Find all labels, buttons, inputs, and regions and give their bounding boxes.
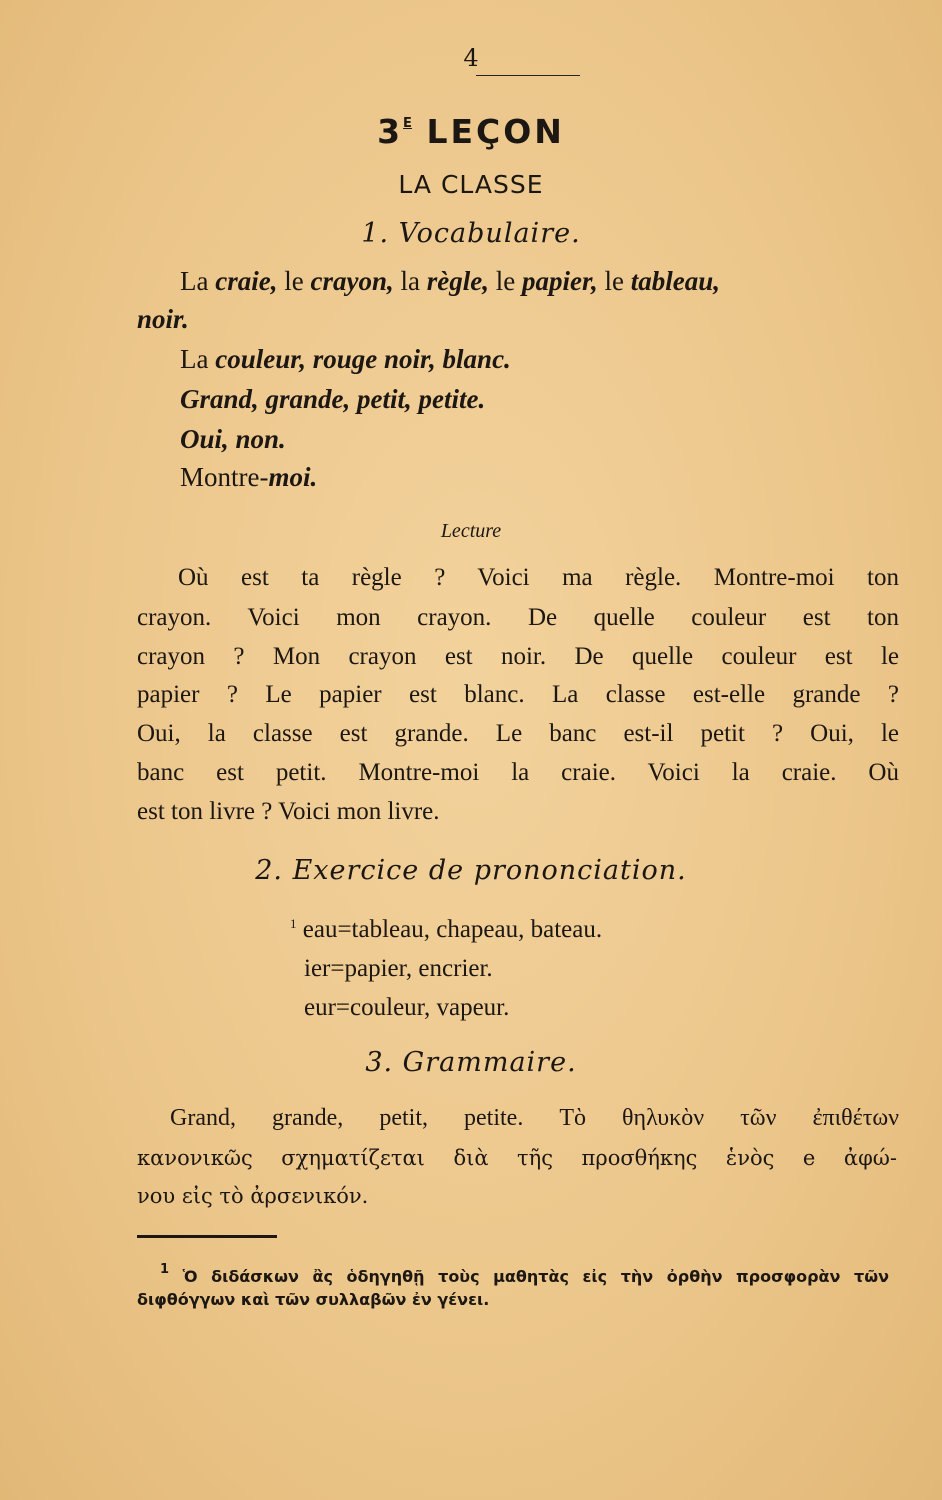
reading-line-3: crayon ? Mon crayon est noir. De quelle couleur est le: [137, 643, 899, 670]
grammar-line-2: κανονικῶς σχηματίζεται διὰ τῆς προσθήκης ἑνὸς e ἀφώ-: [137, 1146, 897, 1170]
lecture-label: Lecture: [440, 520, 502, 542]
reading-line-2: crayon. Voici mon crayon. De quelle couleur est ton: [137, 604, 899, 631]
vocab-line-2: noir.: [137, 304, 189, 334]
reading-line-4: papier ? Le papier est blanc. La classe est-elle grande ?: [137, 681, 899, 708]
page-number: 4: [463, 44, 479, 72]
vocab-line-1: La craie, le crayon, la règle, le papier, le tableau,: [180, 266, 720, 296]
pronunciation-line-2: ier=papier, encrier.: [304, 955, 493, 982]
footnote-rule: [137, 1235, 277, 1238]
vocab-line-6: Montre-moi.: [180, 462, 318, 492]
section-heading-vocabulaire: 1. Vocabulaire.: [361, 218, 581, 249]
lesson-title: [0, 112, 942, 151]
section-heading-prononciation: 2. Exercice de prononciation.: [255, 855, 687, 886]
pronunciation-line-3: eur=couleur, vapeur.: [304, 994, 510, 1021]
vocab-line-4: Grand, grande, petit, petite.: [180, 384, 486, 414]
reading-line-5: Oui, la classe est grande. Le banc est-il petit ? Oui, le: [137, 720, 899, 747]
footnote-marker: 1: [290, 916, 297, 931]
grammar-line-1: Grand, grande, petit, petite. Τὸ θηλυκὸν τῶν ἐπιθέτων: [170, 1105, 899, 1131]
reading-line-6: banc est petit. Montre-moi la craie. Voici la craie. Où: [137, 759, 899, 786]
reading-line-1: Où est ta règle ? Voici ma règle. Montre-moi ton: [178, 564, 899, 591]
lesson-word: LEÇON: [426, 112, 565, 151]
footnote-line-1: $^1$ Ὁ διδάσκων ἂς ὁδηγηθῇ τοὺς μαθητὰς εἰς τὴν ὀρθὴν προσφορὰν τῶν: [160, 1262, 890, 1286]
lesson-subtitle: LA CLASSE: [398, 170, 544, 199]
footnote-line-2: διφθόγγων καὶ τῶν συλλαβῶν ἐν γένει.: [137, 1290, 490, 1309]
pronunciation-line-1: $^1$ eau=tableau, chapeau, bateau.: [290, 916, 603, 943]
section-heading-grammaire: 3. Grammaire.: [365, 1047, 577, 1078]
grammar-line-3: νου εἰς τὸ ἀρσενικόν.: [137, 1184, 369, 1208]
lesson-number: 3: [377, 112, 404, 151]
reading-line-7: est ton livre ? Voici mon livre.: [137, 798, 440, 825]
lesson-number-suffix: E: [403, 116, 412, 131]
page-number-rule: [476, 75, 580, 76]
vocab-line-5: Oui, non.: [180, 424, 286, 454]
vocab-line-3: La couleur, rouge noir, blanc.: [180, 344, 511, 374]
